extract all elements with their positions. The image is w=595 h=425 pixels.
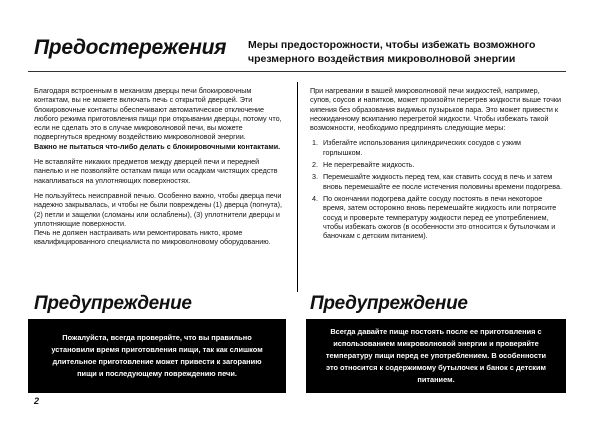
paragraph-damaged-oven: Не пользуйтесь неисправной печью. Особенно важно, чтобы дверца печи надежно закрывалась, и чтобы не были повреждены (1) дверца (погнута), (2) петли и защелки (сломаны или ослаблены), (3) уплотнители дверцы и уплотняющие поверхности. [34, 190, 283, 228]
header-rule [28, 71, 566, 72]
page-number: 2 [34, 396, 40, 406]
precaution-list [310, 138, 562, 240]
warning-title-left: Предупреждение [34, 293, 192, 314]
list-item-number: 4. [312, 193, 318, 203]
list-item-text: Избегайте использования цилиндрических сосудов с узким горлышком. [323, 138, 522, 157]
warning-text-left: Пожалуйста, всегда проверяйте, что вы правильно установили время приготовления пищи, так как слишком длительное приготовление может привести к загоранию пищи и последующему повреждению печи. [51, 333, 263, 378]
list-item [310, 194, 562, 240]
paragraph-liquids-intro: При нагревании в вашей микроволновой печи жидкостей, например, супов, соусов и напитков, может произойти перегрев жидкости выше точки кипения без образования видимых пузырьков пара. Это может привести к неожиданному вскипанию перегретой жидкости. Чтобы избежать такой возможности, необходимо предпринять следующие меры: [310, 86, 561, 133]
paragraph-interlock-text: Благодаря встроенным в механизм дверцы печи блокировочным контактам, вы не можете включать печь с открытой дверцей. Эти блокировочные контакты обеспечивают автоматическое отключение любого режима приготовления пищи при открывании дверцы, потому что, если не сделать это в случае микроволновой печи, вы можете подвергнуться вредному воздействию микроволновой энергии. [34, 86, 282, 142]
list-item-number: 1. [312, 138, 318, 148]
warning-title-right: Предупреждение [310, 293, 468, 314]
list-item [310, 160, 562, 169]
column-divider [297, 82, 298, 292]
page-title: Предостережения [34, 36, 227, 59]
left-column [34, 86, 284, 253]
paragraph-sealing: Не вставляйте никаких предметов между дверцей печи и передней панелью и не позволяйте остаткам пищи или осадкам чистящих средств накапливаться на уплотняющих поверхностях. [34, 157, 278, 185]
warning-text-right: Всегда давайте пище постоять после ее приготовления с использованием микроволновой энергии и проверяйте температуру пищи перед ее употреблением. В особенности это относится к содержимому бутылочек и банок с детским питанием. [325, 327, 547, 384]
paragraph-interlock [34, 86, 284, 151]
warning-box-right [306, 319, 566, 393]
list-item-text: Не перегревайте жидкость. [323, 160, 415, 170]
list-item-text: Перемешайте жидкость перед тем, как ставить сосуд в печь и затем вновь перемешайте ее после истечения половины времени подогрева. [323, 172, 562, 191]
list-item [310, 138, 562, 157]
warning-box-left [28, 319, 286, 393]
interlock-warning-bold: Важно не пытаться что-либо делать с блокировочными контактами. [34, 141, 281, 151]
paragraph-repair: Печь не должен настраивать или ремонтировать никто, кроме квалифицированного специалиста по микроволновому оборудованию. [34, 228, 271, 247]
list-item-number: 3. [312, 172, 318, 182]
list-item-text: По окончании подогрева дайте сосуду постоять в печи некоторое время, затем осторожно вновь перемешайте жидкость или потрясите сосуд и проверьте температуру жидкости перед ее употреблением, чтобы избежать ожогов (в особенности это относится к бутылочкам и баночкам с детским питанием). [323, 193, 557, 241]
list-item [310, 172, 562, 191]
list-item-number: 2. [312, 160, 318, 170]
page-subtitle: Меры предосторожности, чтобы избежать возможного чрезмерного воздействия микроволновой энергии [248, 39, 536, 65]
right-column [310, 86, 562, 243]
